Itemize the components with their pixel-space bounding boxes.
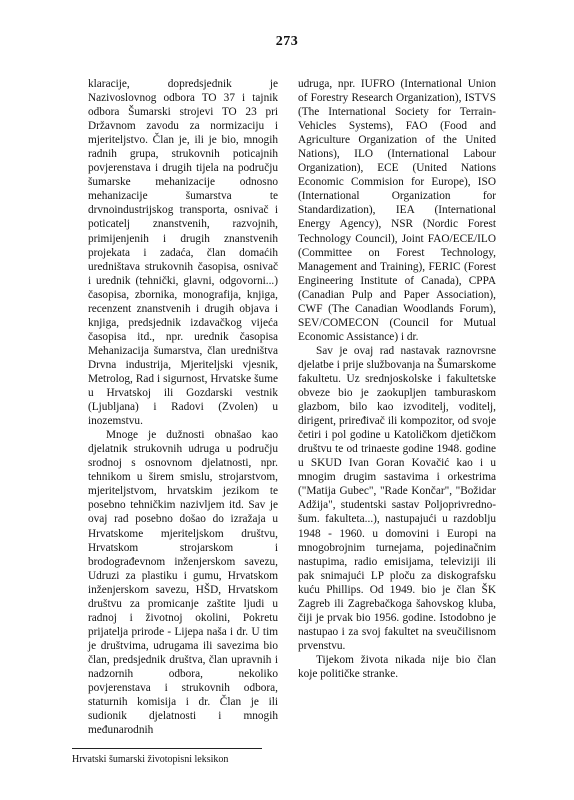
paragraph: Tijekom života nikada nije bio član koje političke stranke. [298,653,496,680]
paragraph: Mnoge je dužnosti obnašao kao djelatnik strukovnih udruga u području srodnoj s osnovnom djelatnosti, npr. tehnikom u širem smislu, strojarstvom, mjeriteljstvom, hrvatskim jezikom te posebno tehničkim nazivljem itd. Sav je ovaj rad posebno došao do izražaja u Hrvatskome mjeriteljskom društvu, Hrvatskom strojarskom i brodograđevnom inženjerskom savezu, Udruzi za plastiku i gumu, Hrvatskom inženjerskom savezu, HŠD, Hrvatskom društvu za promicanje zaštite ljudi u radnoj i životnoj okolini, Pokretu prijatelja prirode - Lijepa naša i dr. U tim je društvima, udrugama ili savezima bio član, predsjednik društva, član upravnih i nadzornih odbora, nekoliko povjerenstava i strukovnih odbora, staturnih komisija i dr. Član je ili sudionik djelatnosti i mnogih međunarodnih [88,429,278,737]
paragraph: Sav je ovaj rad nastavak raznovrsne djelatbe i prije službovanja na Šumarskome fakultetu. Uz srednjoskolske i fakultetske obveze bio je zaokupljen tamburaskom glazbom, bilo kao izvoditelj, voditelj, dirigent, priređivač ili kompozitor, od svoje četiri i pol godine u Katoličkom djetičkom društvu te od trinaeste godine 1948. godine u SKUD Ivan Goran Kovačić kao i u mnogim drugim sastavima i orkestrima ("Matija Gubec", "Rade Končar", "Božidar Adžija", studentski sastav Poljoprivredno-šum. fakulteta...), nastupajući u razdoblju 1948 - 1960. u domovini i Europi na mnogobrojnim turnejama, pojedinačnim nastupima, radio emisijama, televiziji ili pak snimajući LP ploču za diskografsku kuću Phillips. Od 1949. bio je član ŠK Zagreb ili Zagrebačkoga šahovskog kluba, čiji je prvak bio 1956. godine. Istodobno je nastupao i za svoj fakultet na sveučilisnom prvenstvu. [298,344,496,652]
left-column [88,77,278,737]
right-column [298,77,496,681]
footer-text: Hrvatski šumarski životopisni leksikon [72,754,229,765]
footer-divider [72,748,262,749]
paragraph: udruga, npr. IUFRO (International Union of Forestry Research Organization), ISTVS (The International Society for Terrain-Vehicles Systems), FAO (Food and Agriculture Organization of the United Nations), ILO (International Labour Organization), ECE (United Nations Economic Commision for Europe), ISO (International Organization for Standardization), IEA (International Energy Agency), NSR (Nordic Forest Technology Council), Joint FAO/ECE/ILO (Committee on Forest Technology, Management and Training), FERIC (Forest Engineering Institute of Canada), CPPA (Canadian Pulp and Paper Association), CWF (The Canadian Woodlands Forum), SEV/COMECON (Council for Mutual Economic Assistance) i dr. [298,78,496,343]
page-number: 273 [275,34,299,49]
paragraph: klaracije, dopredsjednik je Nazivoslovnog odbora TO 37 i tajnik odbora Šumarski strojevi TO 23 pri Državnom zavodu za normizaciju i mjeriteljstvo. Član je, ili je bio, mnogih radnih grupa, strukovnih poticajnih povjerenstava i drugih tijela na području šumarske mehanizacije odnosno mehanizacije šumarstva te drvnoindustrijskog transporta, osnivač i poticatelj znanstvenih, razvojnih, primijenjenih i drugih znanstvenih projekata i zadaća, član domaćih uredništava strukovnih časopisa, osnivač i urednik (tehnički, glavni, odgovorni...) časopisa, zbornika, monografija, knjiga, recenzent znanstvenih i drugih objava i knjiga, predsjednik izdavačkog vijeća časopisa itd., npr. urednik časopisa Mehanizacija šumarstva, član uredništva Drvna industrija, Mjeriteljski vjesnik, Metrolog, Rad i sigurnost, Hrvatske šume u Hrvatskoj ili Gozdarski vestnik (Ljubljana) i Radovi (Zvolen) u inozemstvu. [88,78,278,428]
